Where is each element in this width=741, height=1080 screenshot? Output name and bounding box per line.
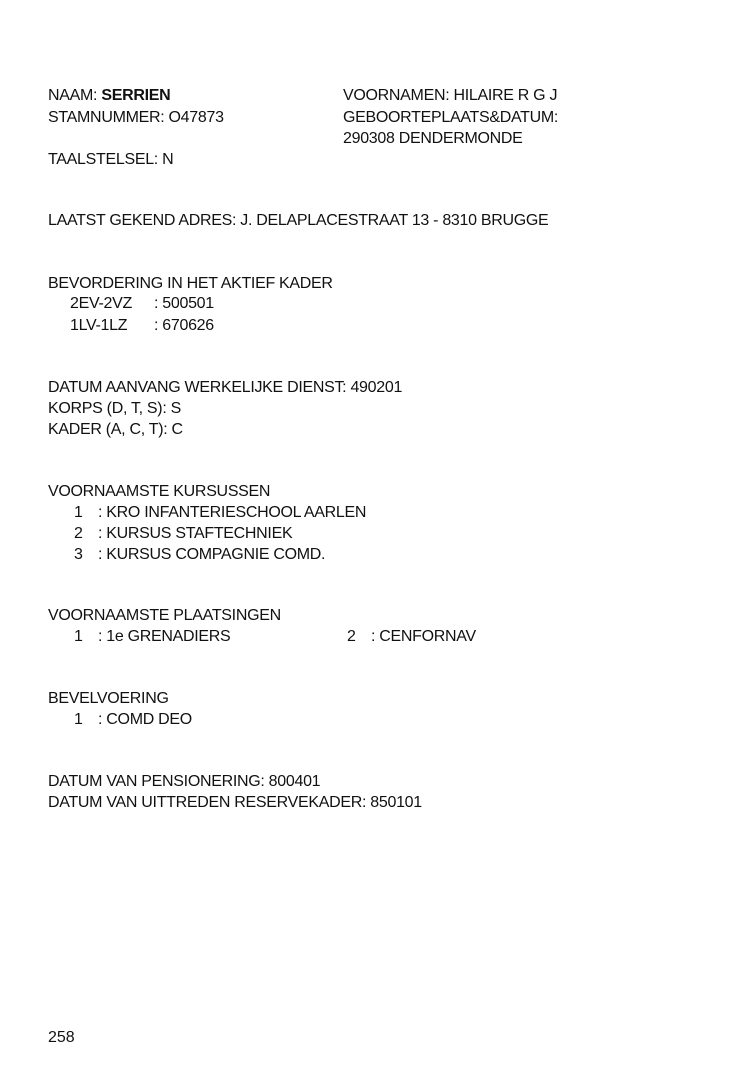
naam-line: [48, 85, 170, 106]
kursus-num: 2: [74, 525, 83, 542]
datum-uittreden: DATUM VAN UITTREDEN RESERVEKADER: 850101: [48, 794, 422, 811]
geboorte-label: GEBOORTEPLAATS&DATUM:: [343, 109, 559, 126]
kursus-text: : KURSUS COMPAGNIE COMD.: [98, 546, 326, 563]
kader: KADER (A, C, T): C: [48, 421, 183, 438]
kursussen-title: VOORNAAMSTE KURSUSSEN: [48, 483, 271, 500]
bevelvoering-num: 1: [74, 711, 83, 728]
plaatsing-item: [347, 626, 476, 647]
naam-label: NAAM:: [48, 87, 98, 104]
naam-value: SERRIEN: [101, 87, 171, 104]
plaatsing-text: : CENFORNAV: [371, 628, 476, 645]
kursus-num: 1: [74, 504, 83, 521]
plaatsing-num: 1: [74, 628, 83, 645]
bevordering-item: [70, 315, 214, 336]
voornamen: VOORNAMEN: HILAIRE R G J: [343, 87, 558, 104]
bevordering-code: 1LV-1LZ: [70, 317, 128, 334]
kursus-text: : KRO INFANTERIESCHOOL AARLEN: [98, 504, 367, 521]
bevordering-item: [70, 293, 214, 314]
taalstelsel: TAALSTELSEL: N: [48, 151, 174, 168]
plaatsing-num: 2: [347, 628, 356, 645]
plaatsing-item: [74, 626, 230, 647]
bevordering-date: : 670626: [154, 317, 214, 334]
kursus-item: [74, 502, 366, 523]
stamnummer: STAMNUMMER: O47873: [48, 109, 224, 126]
page-number: 258: [48, 1029, 75, 1046]
datum-pensionering: DATUM VAN PENSIONERING: 800401: [48, 773, 321, 790]
korps: KORPS (D, T, S): S: [48, 400, 181, 417]
bevordering-date: : 500501: [154, 295, 214, 312]
bevelvoering-text: : COMD DEO: [98, 711, 192, 728]
bevelvoering-item: [74, 709, 192, 730]
laatst-gekend-adres: LAATST GEKEND ADRES: J. DELAPLACESTRAAT 13 - 8310 BRUGGE: [48, 212, 549, 229]
bevelvoering-title: BEVELVOERING: [48, 690, 169, 707]
kursus-text: : KURSUS STAFTECHNIEK: [98, 525, 293, 542]
datum-aanvang-dienst: DATUM AANVANG WERKELIJKE DIENST: 490201: [48, 379, 403, 396]
plaatsingen-title: VOORNAAMSTE PLAATSINGEN: [48, 607, 281, 624]
bevordering-title: BEVORDERING IN HET AKTIEF KADER: [48, 275, 333, 292]
kursus-item: [74, 544, 325, 565]
kursus-num: 3: [74, 546, 83, 563]
plaatsing-text: : 1e GRENADIERS: [98, 628, 231, 645]
geboorte-value: 290308 DENDERMONDE: [343, 130, 523, 147]
kursus-item: [74, 523, 292, 544]
bevordering-code: 2EV-2VZ: [70, 295, 132, 312]
